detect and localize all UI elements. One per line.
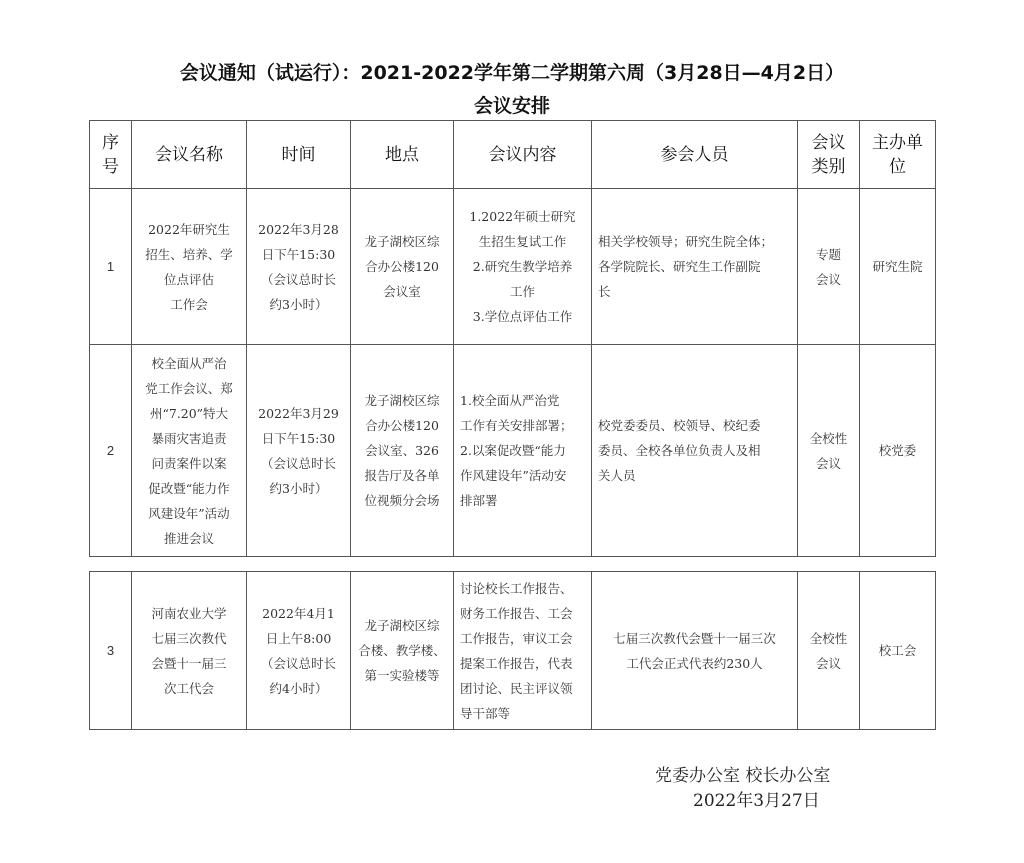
cell-line: 2022年3月29 [258,405,339,421]
cell-line: 日上午8:00 [265,630,332,646]
cell-line: （会议总时长 [260,271,336,287]
cell-line: 龙子湖校区综 [364,393,440,408]
cell-line: 问责案件以案 [151,455,227,471]
header-index: 序 号 [90,121,132,189]
header-host: 主办单 位 [860,121,936,189]
cell-line: 招生、培养、学 [145,246,233,262]
cell-line: 会议 [815,455,841,471]
cell-line: 各学院院长、研究生工作副院 [598,259,761,274]
cell-line: 日下午15:30 [261,246,336,262]
cell-line: 推进会议 [163,530,214,546]
row-name [132,345,247,557]
cell-line: 位视频分会场 [364,493,440,508]
row-location [351,572,454,730]
table-row [90,345,936,557]
header-location: 地点 [351,121,454,189]
cell-line: 州“7.20”特大 [149,405,229,421]
row-type [798,572,860,730]
cell-line: 会议 [815,655,841,671]
notice-title: 会议通知（试运行）：2021-2022学年第二学期第六周（3月28日—4月2日） [179,62,845,84]
cell-line: 讨论校长工作报告、 [460,580,573,596]
cell-line: 工作会 [170,296,208,312]
schedule-table-part2 [89,571,936,730]
cell-line: 报告厅及各单 [364,468,440,483]
cell-line: 1.2022年硕士研究 [469,209,576,224]
cell-line: 日下午15:30 [261,430,336,446]
cell-line: 促改暨“能力作 [148,480,230,496]
header-time: 时间 [247,121,351,189]
cell-line: 2.以案促改暨“能力 [460,443,566,458]
header-name: 会议名称 [132,121,247,189]
schedule-table-part1 [89,120,936,557]
issue-date: 2022年3月27日 [693,791,820,811]
row-index: 1 [90,189,132,345]
cell-line: 工作报告，审议工会 [460,630,573,646]
cell-line: 暴雨灾害追责 [151,430,227,446]
row-time [247,189,351,345]
table-row [90,189,936,345]
cell-line: 全校性 [809,630,848,646]
row-attendees [592,345,798,557]
cell-line: 委员、全校各单位负责人及相 [598,443,761,458]
cell-line: 党工作会议、郑 [145,380,233,396]
cell-line: 合办公楼120 [365,418,439,433]
cell-line: 七届三次教代 [151,630,227,646]
row-location [351,345,454,557]
cell-line: 会议室 [383,284,421,299]
cell-line: 专题 [815,246,841,262]
row-attendees [592,189,798,345]
cell-line: 1.校全面从严治党 [460,393,560,408]
cell-line: 风建设年”活动 [148,505,230,521]
cell-line: 龙子湖校区综 [364,234,440,249]
cell-line: 校全面从严治 [151,355,227,371]
row-type [798,189,860,345]
cell-line: 约3小时） [269,296,328,312]
cell-line: 会暨十一届三 [151,655,227,671]
row-host: 校工会 [860,572,936,730]
row-name [132,572,247,730]
issuing-offices: 党委办公室 校长办公室 [655,766,831,786]
cell-line: 长 [598,284,611,299]
row-time [247,572,351,730]
cell-line: 七届三次教代会暨十一届三次 [613,630,776,646]
cell-line: 相关学校领导；研究生院全体； [598,234,774,249]
header-content: 会议内容 [454,121,592,189]
cell-line: 约4小时） [269,680,328,696]
cell-line: 会议室、326 [365,443,439,458]
cell-line: 次工代会 [163,680,214,696]
cell-line: 团讨论、民主评议领 [460,680,573,696]
cell-line: 财务工作报告、工会 [460,605,573,621]
header-row [90,121,936,189]
cell-line: 河南农业大学 [151,605,227,621]
row-time [247,345,351,557]
cell-line: 2022年4月1 [262,605,335,621]
cell-line: 关人员 [598,468,636,483]
row-index: 3 [90,572,132,730]
cell-line: 2022年研究生 [148,221,230,237]
row-name [132,189,247,345]
cell-line: 2.研究生教学培养 [472,259,573,274]
cell-line: 校党委委员、校领导、校纪委 [598,418,761,433]
cell-line: 工作有关安排部署； [460,418,573,433]
cell-line: 合楼、教学楼、 [358,643,446,658]
cell-line: 第一实验楼等 [364,668,440,683]
cell-line: 全校性 [809,430,848,446]
notice-subtitle: 会议安排 [473,95,550,117]
cell-line: 导干部等 [460,705,511,721]
row-content [454,189,592,345]
row-host: 研究生院 [860,189,936,345]
cell-line: 合办公楼120 [365,259,439,274]
cell-line: （会议总时长 [260,655,336,671]
row-host: 校党委 [860,345,936,557]
row-content [454,572,592,730]
cell-line: （会议总时长 [260,455,336,471]
cell-line: 工代会正式代表约230人 [626,655,763,671]
cell-line: 工作 [509,284,535,299]
cell-line: 位点评估 [163,271,214,287]
cell-line: 龙子湖校区综 [364,618,440,633]
cell-line: 约3小时） [269,480,328,496]
cell-line: 排部署 [460,493,498,508]
row-attendees [592,572,798,730]
table-row [90,572,936,730]
header-type: 会议 类别 [798,121,860,189]
cell-line: 提案工作报告，代表 [460,655,573,671]
row-content [454,345,592,557]
row-index: 2 [90,345,132,557]
row-location [351,189,454,345]
row-type [798,345,860,557]
cell-line: 会议 [815,271,841,287]
cell-line: 作风建设年”活动安 [460,468,567,483]
cell-line: 3.学位点评估工作 [472,309,573,324]
cell-line: 生招生复试工作 [478,234,567,249]
cell-line: 2022年3月28 [258,221,339,237]
header-attendees: 参会人员 [592,121,798,189]
